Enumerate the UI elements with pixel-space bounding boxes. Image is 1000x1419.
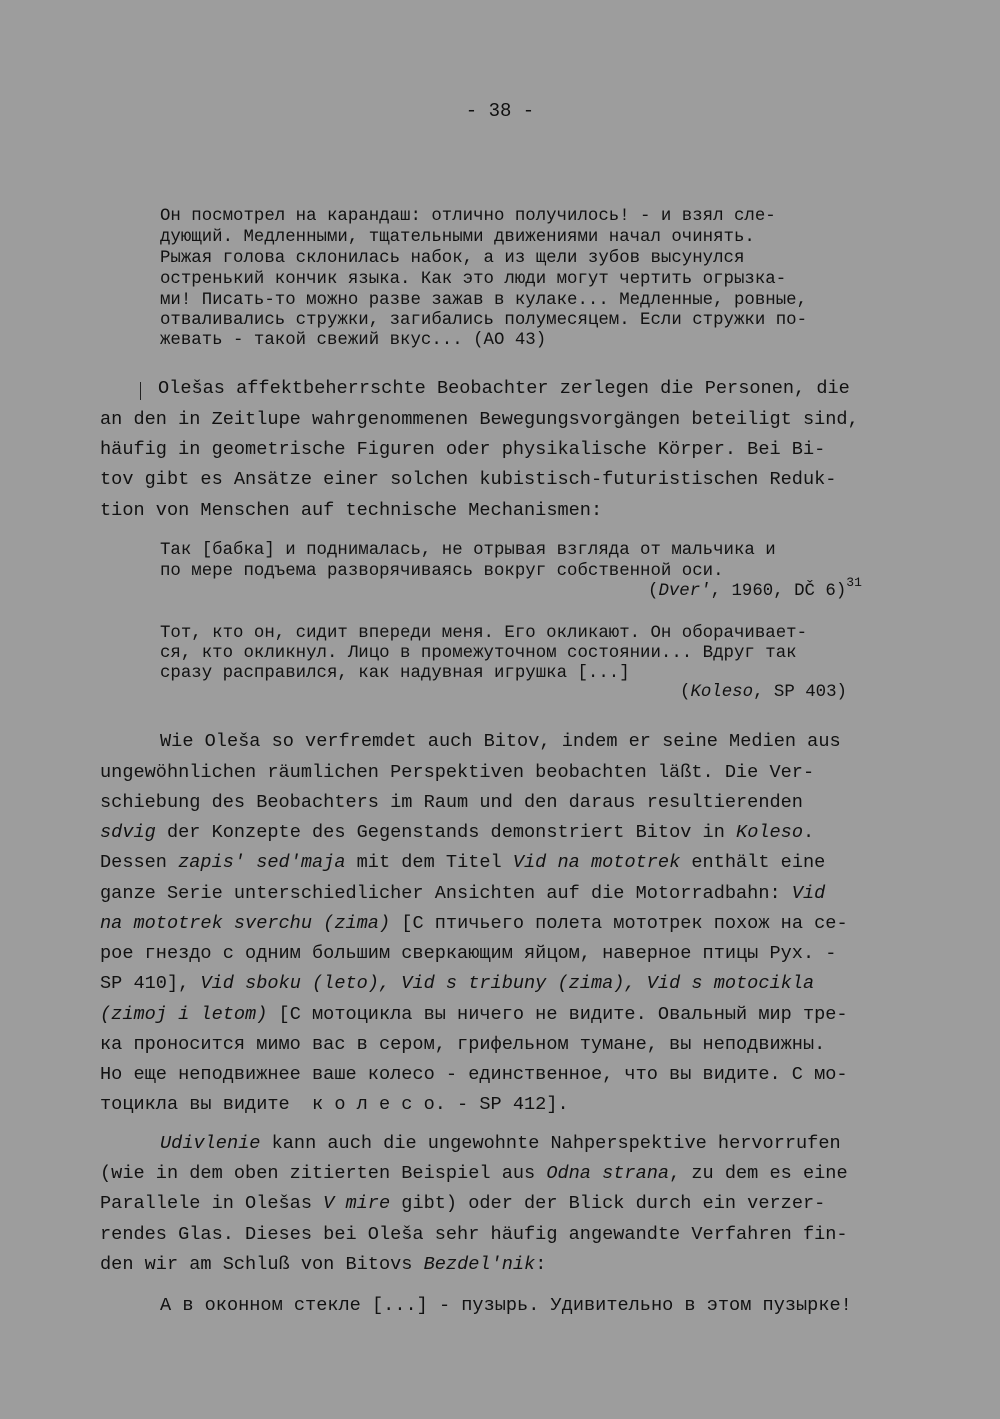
quote-source: (Dver', 1960, DČ 6)$^{31}$: [648, 575, 862, 601]
text-line: schiebung des Beobachters im Raum und den daraus resultierenden: [100, 792, 803, 813]
text-line: рое гнездо с одним большим сверкающим яйцом, наверное птицы Рух. -: [100, 943, 837, 964]
text-line: häufig in geometrische Figuren oder physikalische Körper. Bei Bi-: [100, 439, 826, 460]
quote-line: дующий. Медленными, тщательными движениями начал очинять.: [160, 228, 755, 247]
quote-line: по мере подъема разворячиваясь вокруг собственной оси.: [160, 562, 724, 581]
quote-line: Рыжая голова склонилась набок, а из щели зубов высунулся: [160, 249, 745, 268]
text-line: ganze Serie unterschiedlicher Ansichten auf die Motorradbahn: Vid: [100, 883, 826, 904]
text-line: sdvig der Konzepte des Gegenstands demonstriert Bitov in Koleso.: [100, 822, 815, 843]
quote-line: Так [бабка] и поднималась, не отрывая взгляда от мальчика и: [160, 541, 776, 560]
text-line: SP 410], Vid sboku (leto), Vid s tribuny (zima), Vid s motocikla: [100, 973, 815, 994]
text-line: ungewöhnlichen räumlichen Perspektiven beobachten läßt. Die Ver-: [100, 762, 815, 783]
quote-line: сразу расправился, как надувная игрушка [...]: [160, 664, 630, 683]
quote-line: жевать - такой свежий вкус... (АО 43): [160, 331, 547, 350]
text-line: Parallele in Olešas V mire gibt) oder der Blick durch ein verzer-: [100, 1193, 826, 1214]
text-line: тоцикла вы видите к о л е с о. - SP 412].: [100, 1094, 569, 1115]
text-line: (zimoj i letom) [С мотоцикла вы ничего не видите. Овальный мир тре-: [100, 1004, 848, 1025]
quote-line: остренький кончик языка. Как это люди могут чертить огрызка-: [160, 270, 787, 289]
text-line: Но еще неподвижнее ваше колесо - единственное, что вы видите. С мо-: [100, 1064, 848, 1085]
text-line: den wir am Schluß von Bitovs Bezdel'nik:: [100, 1254, 547, 1275]
text-line: (wie in dem oben zitierten Beispiel aus Odna strana, zu dem es eine: [100, 1163, 848, 1184]
text-line: tion von Menschen auf technische Mechanismen:: [100, 500, 603, 521]
text-line: Olešas affektbeherrschte Beobachter zerlegen die Personen, die: [158, 378, 850, 399]
text-line: an den in Zeitlupe wahrgenommenen Bewegungsvorgängen beteiligt sind,: [100, 409, 859, 430]
quote-block-4: А в оконном стекле [...] - пузырь. Удивительно в этом пузырке!: [160, 1295, 852, 1316]
quote-source: (Koleso, SP 403): [680, 683, 847, 702]
text-line: na mototrek sverchu (zima) [С птичьего полета мототрек похож на се-: [100, 913, 848, 934]
text-line: ка проносится мимо вас в сером, грифельном тумане, вы неподвижны.: [100, 1034, 826, 1055]
text-line: rendes Glas. Dieses bei Oleša sehr häufig angewandte Verfahren fin-: [100, 1224, 848, 1245]
quote-line: ся, кто окликнул. Лицо в промежуточном состоянии... Вдруг так: [160, 644, 797, 663]
page-number: - 38 -: [465, 100, 535, 122]
quote-line: Тот, кто он, сидит впереди меня. Его окликают. Он оборачивает-: [160, 624, 808, 643]
text-line: Dessen zapis' sed'maja mit dem Titel Vid na mototrek enthält eine: [100, 852, 826, 873]
quote-line: Он посмотрел на карандаш: отлично получилось! - и взял сле-: [160, 207, 776, 226]
text-line: Wie Oleša so verfremdet auch Bitov, indem er seine Medien aus: [160, 731, 841, 752]
text-line: Udivlenie kann auch die ungewohnte Nahperspektive hervorrufen: [160, 1133, 841, 1154]
text-line: tov gibt es Ansätze einer solchen kubistisch-futuristischen Reduk-: [100, 469, 837, 490]
quote-line: отваливались стружки, загибались полумесяцем. Если стружки по-: [160, 311, 808, 330]
quote-line: ми! Писать-то можно разве зажав в кулаке... Медленные, ровные,: [160, 291, 808, 310]
margin-mark: [140, 382, 141, 400]
footnote-marker: 31: [846, 575, 862, 590]
